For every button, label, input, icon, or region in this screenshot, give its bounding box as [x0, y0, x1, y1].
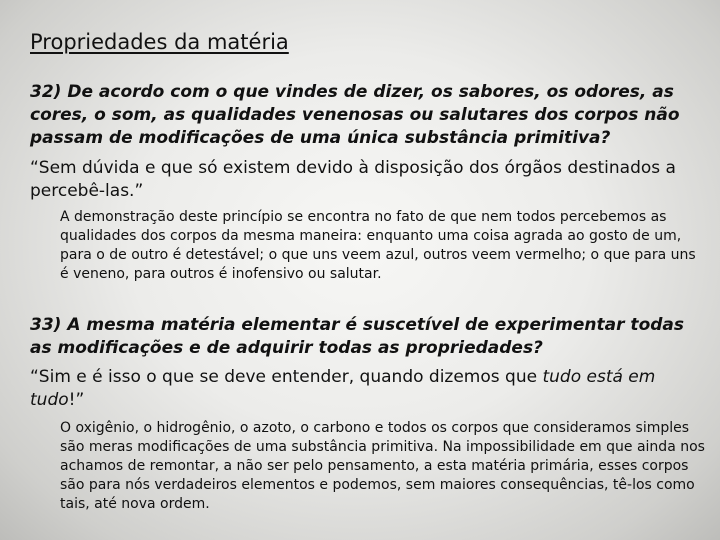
answer-33-text-start: “Sim e é isso o que se deve entender, quando dizemos que — [30, 367, 543, 387]
question-32: 32) De acordo com o que vindes de dizer, os sabores, os odores, as cores, o som, as qualidades venenosas ou salutares dos corpos não passam de modificações de uma única substância primitiva? — [30, 82, 680, 148]
explanation-32: A demonstração deste princípio se encontra no fato de que nem todos percebemos as qualidades dos corpos da mesma maneira: enquanto uma coisa agrada ao gosto de um, para o de outro é detestável; o que uns veem azul, outros veem vermelho; o que para uns é veneno, para outros é inofensivo ou salutar. — [60, 209, 696, 282]
question-33: 33) A mesma matéria elementar é suscetível de experimentar todas as modificações e de adquirir todas as propriedades? — [30, 315, 685, 358]
answer-33-text-end: !” — [68, 390, 85, 410]
answer-33 — [30, 366, 710, 412]
answer-33-emphasis: tudo está em tudo — [30, 367, 656, 410]
explanation-33: O oxigênio, o hidrogênio, o azoto, o carbono e todos os corpos que consideramos simples são meras modificações de uma substância primitiva. Na impossibilidade em que ainda nos achamos de remontar, a não ser pelo pensamento, a esta matéria primária, esses corpos são para nós verdadeiros elementos e podemos, sem maiores consequências, tê-los como tais, até nova ordem. — [60, 420, 705, 512]
answer-32: “Sem dúvida e que só existem devido à disposição dos órgãos destinados a percebê-las.” — [30, 158, 676, 201]
page-title: Propriedades da matéria — [30, 30, 289, 54]
